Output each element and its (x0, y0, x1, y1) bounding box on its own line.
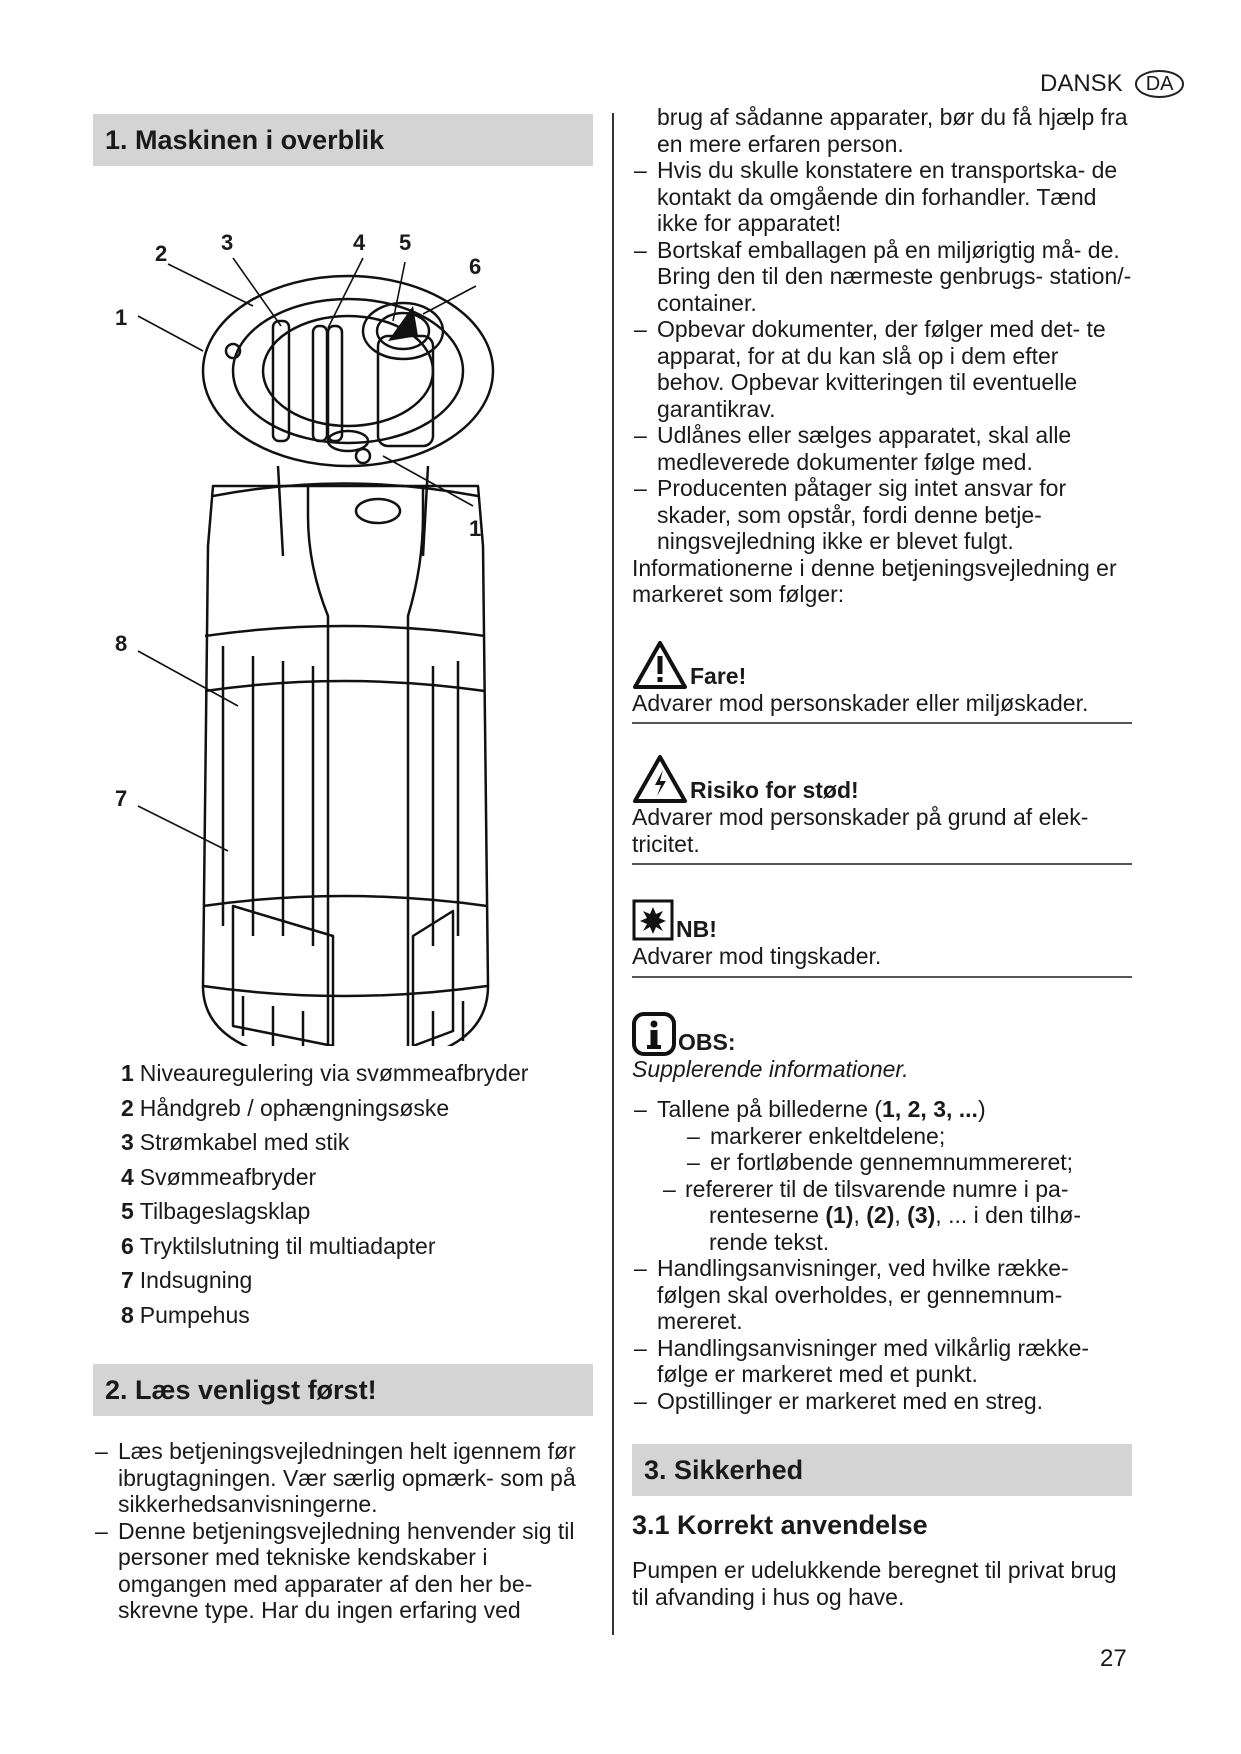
read-first-list (93, 1438, 593, 1624)
language-badge: DA (1135, 70, 1185, 98)
warning-triangle-icon (632, 640, 688, 690)
list-item: – Opstillinger er markeret med en streg. (632, 1388, 1132, 1415)
pump-illustration (93, 166, 593, 1046)
sub-list-item: – markerer enkeltdelene; (685, 1123, 1132, 1150)
notice-danger (632, 640, 1132, 725)
callout-2: 2 (155, 241, 168, 266)
legend-item: 4 Svømmeafbryder (121, 1163, 317, 1190)
callout-5: 5 (399, 230, 412, 255)
sub-list-item: – refererer til de tilsvarende numre i pa- renteserne (1), (2), (3), ... i den tilhø- rende tekst. (685, 1176, 1132, 1256)
callout-1-top: 1 (115, 305, 128, 330)
legend-item: 3 Strømkabel med stik (121, 1129, 350, 1155)
callout-7: 7 (115, 786, 128, 811)
callout-4: 4 (353, 230, 366, 255)
parts-legend (93, 1056, 593, 1332)
list-item: – Tallene på billederne (1, 2, 3, ...) – markerer enkeltdelene; – er fortløbende gennemnummereret; – refererer til de tilsvarende numre i pa- renteserne (1), (2), (3), ... i den tilhø- rende tekst. (632, 1096, 1132, 1255)
info-intro: Informationerne i denne betjeningsvejledning er markeret som følger: (632, 554, 1117, 607)
list-item: – Producenten påtager sig intet ansvar for skader, som opstår, fordi denne betje- ningsvejledning ikke er blevet fulgt. (632, 475, 1132, 555)
info-icon (632, 1012, 676, 1056)
callout-6: 6 (469, 254, 482, 279)
notice-nb (632, 899, 1132, 978)
numbering-sublist (657, 1123, 1132, 1256)
legend-item: 5 Tilbageslagsklap (121, 1198, 311, 1224)
notice-shock-text: Advarer mod personskader på grund af elek- tricitet. (632, 804, 1089, 857)
legend-item: 2 Håndgreb / ophængningsøske (121, 1094, 450, 1121)
list-item: – Handlingsanvisninger med vilkårlig række- følge er markeret med et punkt. (632, 1335, 1132, 1388)
section-3-heading: 3. Sikkerhed (632, 1444, 1132, 1496)
sub-list-item: – er fortløbende gennemnummereret; (685, 1149, 1132, 1176)
legend-item: 6 Tryktilslutning til multiadapter (121, 1232, 436, 1259)
callout-3: 3 (221, 230, 234, 255)
page-number: 27 (1100, 1645, 1127, 1672)
subsection-3-1-text: Pumpen er udelukkende beregnet til privat brug til afvanding i hus og have. (632, 1557, 1117, 1610)
callout-8: 8 (115, 631, 128, 656)
list-item: – Bortskaf emballagen på en miljørigtig må- de. Bring den til den nærmeste genbrugs- station/-container. (632, 237, 1132, 317)
notice-nb-title: NB! (676, 916, 717, 942)
legend-item: 1 Niveauregulering via svømmeafbryder (121, 1060, 529, 1086)
notice-danger-text: Advarer mod personskader eller miljøskader. (632, 689, 1089, 716)
notice-obs (632, 1012, 1132, 1083)
language-label: DANSK (1040, 70, 1123, 97)
legend-item: 8 Pumpehus (121, 1301, 250, 1328)
notice-nb-text: Advarer mod tingskader. (632, 943, 882, 969)
numbering-list (632, 1096, 1132, 1414)
list-item: – Opbevar dokumenter, der følger med det- te apparat, for at du kan slå op i dem efter behov. Opbevar kvitteringen til eventuelle garantikrav. (632, 316, 1132, 422)
column-divider (612, 113, 614, 1635)
right-column (632, 104, 1132, 1610)
section-2-heading: 2. Læs venligst først! (93, 1364, 593, 1416)
continuation-text: brug af sådanne apparater, bør du få hjælp fra en mere erfaren person. (657, 104, 1128, 157)
notice-obs-title: OBS: (678, 1028, 736, 1055)
subsection-3-1-heading: 3.1 Korrekt anvendelse (632, 1510, 928, 1540)
notice-shock-title: Risiko for stød! (690, 777, 859, 803)
left-column (93, 114, 593, 1624)
callout-1-side: 1 (469, 516, 482, 541)
list-item: – Hvis du skulle konstatere en transportska- de kontakt da omgående din forhandler. Tænd ikke for apparatet! (632, 157, 1132, 237)
language-indicator (1040, 70, 1184, 98)
instructions-list (632, 157, 1132, 555)
list-item: – Læs betjeningsvejledningen helt igennem før ibrugtagningen. Vær særlig opmærk- som på sikkerhedsanvisningerne. (93, 1438, 593, 1518)
list-item: – Handlingsanvisninger, ved hvilke række- følgen skal overholdes, er gennemnum- mereret. (632, 1255, 1132, 1335)
damage-burst-icon (632, 899, 674, 943)
notice-obs-text: Supplerende informationer. (632, 1055, 909, 1082)
electric-shock-icon (632, 754, 688, 804)
legend-item: 7 Indsugning (121, 1267, 253, 1293)
notice-danger-title: Fare! (690, 662, 747, 689)
pump-drawing (93, 166, 593, 1046)
notice-shock (632, 754, 1132, 865)
list-item: – Denne betjeningsvejledning henvender sig til personer med tekniske kendskaber i omgangen med apparater af den her be- skrevne type. Har du ingen erfaring ved (93, 1518, 593, 1624)
section-1-heading: 1. Maskinen i overblik (93, 114, 593, 166)
list-item: – Udlånes eller sælges apparatet, skal alle medleverede dokumenter følge med. (632, 422, 1132, 475)
